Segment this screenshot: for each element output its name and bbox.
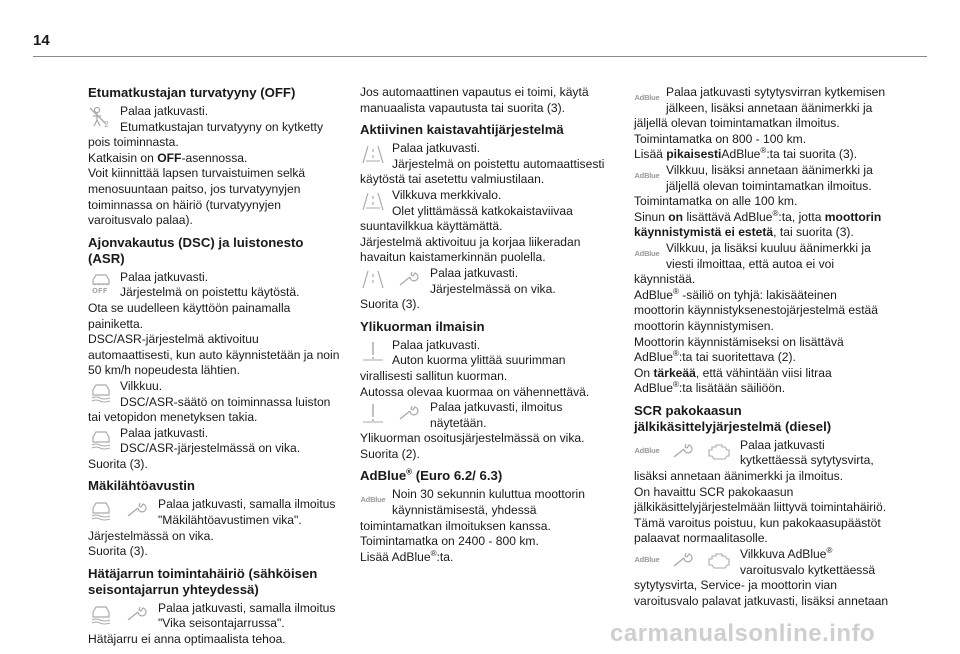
section-hill-start — [88, 478, 343, 559]
hill-start-text-1: Palaa jatkuvasti, samalla ilmoitus "Mäkilähtöavustimen vika". — [158, 497, 336, 528]
section-lane-keeping — [360, 122, 615, 313]
column-3 — [634, 85, 889, 615]
lane-keep-icon — [360, 268, 386, 290]
adblue-icon: AdBlue — [360, 495, 386, 505]
wrench-icon — [124, 603, 150, 625]
svg-text:2: 2 — [104, 120, 110, 128]
hill-start-text-3: Suorita (3). — [88, 544, 148, 559]
heading-passenger-airbag: Etumatkustajan turvatyyny (OFF) — [88, 85, 296, 100]
heading-overload: Ylikuorman ilmaisin — [360, 318, 485, 334]
section-scr — [634, 403, 889, 610]
airbag-text-1: Palaa jatkuvasti. — [120, 104, 209, 118]
wrench-icon — [396, 268, 422, 290]
overload-text-3: Autossa olevaa kuormaa on vähennettävä. — [360, 384, 590, 399]
dsc-text-1: Palaa jatkuvasti. — [120, 269, 209, 284]
scr-text-1: Palaa jatkuvasti kytkettäessä sytytysvirta, lisäksi annetaan äänimerkki ja ilmoitus. — [634, 437, 874, 484]
overload-text-4: Palaa jatkuvasti, ilmoitus näytetään. — [430, 400, 563, 430]
adblue-text-1: Noin 30 sekunnin kuluttua moottorin käynnistämisestä, yhdessä toimintamatkan ilmoituksen kanssa. — [360, 487, 585, 533]
adblue-icon: AdBlue — [634, 248, 660, 258]
section-emergency-brake — [88, 566, 343, 648]
adblue-must-add-text: Sinun on lisättävä AdBlue®:ta, jotta moottorin käynnistymistä ei estetä, tai suorita (3). — [634, 208, 882, 240]
brake-text-2: Hätäjarru ei anna optimaalista tehoa. — [88, 632, 286, 647]
adblue-text-2: Toimintamatka on 2400 - 800 km. — [360, 534, 539, 549]
adblue-range-text: Toimintamatka on 800 - 100 km. — [634, 131, 807, 146]
lane-text-1: Palaa jatkuvasti. — [392, 141, 481, 156]
section-passenger-airbag — [88, 85, 343, 229]
adblue-add-text: Lisää pikaisestiAdBlue®:ta tai suorita (3). — [634, 146, 858, 162]
heading-emergency-brake: Hätäjarrun toimintahäiriö (sähköisen seisontajarrun yhteydessä) — [88, 565, 318, 597]
adblue-icon: AdBlue — [634, 93, 660, 102]
lane-text-6: Palaa jatkuvasti. — [430, 265, 519, 280]
airbag-text-2: Etumatkustajan turvatyyny on kytketty pois toiminnasta. — [88, 119, 323, 150]
overload-text-6: Suorita (2). — [360, 446, 420, 461]
column-2 — [360, 85, 615, 571]
dsc-text-8: DSC/ASR-järjestelmässä on vika. — [120, 441, 301, 456]
dsc-text-6: DSC/ASR-säätö on toiminnassa luiston tai vetopidon menetyksen takia. — [88, 394, 331, 425]
adblue-five-litres-text: On tärkeää, että vähintään viisi litraa AdBlue®:ta lisätään säiliöön. — [634, 365, 832, 396]
adblue-empty-text: AdBlue® -säiliö on tyhjä: lakisääteinen moottorin käynnistyksenestojärjestelmä estää moottorin käynnistymisen. — [634, 286, 879, 333]
header-rule — [33, 56, 927, 57]
lane-text-2: Järjestelmä on poistettu automaattisesti käytöstä tai asetettu valmiustilaan. — [360, 156, 605, 187]
heading-dsc-asr: Ajonvakautus (DSC) ja luistonesto (ASR) — [88, 234, 304, 266]
dsc-text-4: DSC/ASR-järjestelmä aktivoituu automaattisesti, kun auto käynnistetään ja noin 50 km/h nopeudesta lähtien. — [88, 332, 340, 378]
adblue-icon: AdBlue — [634, 445, 660, 455]
dsc-text-5: Vilkkuu. — [120, 378, 163, 393]
lane-keep-icon — [360, 143, 386, 165]
overload-icon — [360, 340, 386, 362]
lane-text-7: Järjestelmässä on vika. — [430, 281, 556, 296]
adblue-icon: AdBlue — [634, 555, 660, 565]
heading-adblue: AdBlue® (Euro 6.2/ 6.3) — [360, 468, 503, 484]
wrench-icon — [124, 499, 150, 521]
dsc-text-7: Palaa jatkuvasti. — [120, 425, 209, 440]
airbag-off-icon — [88, 106, 114, 128]
section-adblue — [360, 468, 615, 565]
airbag-text-4: Voit kiinnittää lapsen turvaistuimen selkä menosuuntaan paitso, jos turvatyynyjen toiminnassa on häiriö (turvatyynyjen varoitusvalo palaa). — [88, 166, 306, 228]
watermark: carmanualsonline.info — [610, 620, 876, 647]
scr-text-4: Vilkkuva AdBlue® varoitusvalo kytkettäessä sytytysvirta, Service- ja moottorin vian varoitusvalo palavat jatkuvasti, lisäksi annetaan — [634, 546, 889, 608]
overload-icon — [360, 402, 386, 424]
adblue-no-start-text: Vilkkuu, ja lisäksi kuuluu äänimerkki ja viesti ilmoittaa, että autoa ei voi käynnistää. — [634, 240, 871, 287]
heading-hill-start: Mäkilähtöavustin — [88, 478, 195, 494]
scr-text-2: On havaittu SCR pakokaasun jälkikäsittelyjärjestelmään liittyvä toimintahäiriö. — [634, 484, 887, 515]
page-number: 14 — [33, 32, 50, 49]
lane-text-8: Suorita (3). — [360, 297, 420, 312]
lane-text-3: Vilkkuva merkkivalo. — [392, 187, 502, 202]
dsc-text-2: Järjestelmä on poistettu käytöstä. — [120, 285, 300, 300]
overload-text-1: Palaa jatkuvasti. — [392, 337, 481, 352]
dsc-off-icon — [88, 272, 114, 294]
adblue-text-3: Lisää AdBlue®:ta. — [360, 548, 454, 564]
section-dsc-asr — [88, 235, 343, 473]
airbag-text-3: Katkaisin on OFF-asennossa. — [88, 150, 248, 165]
column-1 — [88, 85, 343, 654]
engine-icon — [706, 440, 732, 462]
adblue-restart-text: Moottorin käynnistämiseksi on lisättävä AdBlue®:ta tai suoritettava (2). — [634, 334, 844, 365]
lane-text-4: Olet ylittämässä katkokaistaviivaa suuntavilkkua käyttämättä. — [360, 203, 573, 234]
brake-text-1: Palaa jatkuvasti, samalla ilmoitus "Vika seisontajarrussa". — [158, 600, 336, 631]
heading-lane-keeping: Aktiivinen kaistavahtijärjestelmä — [360, 122, 564, 138]
wrench-icon — [670, 440, 696, 462]
hill-start-icon — [88, 499, 114, 521]
overload-text-2: Auton kuorma ylittää suurimman virallisesti sallitun kuorman. — [360, 353, 566, 383]
dsc-text-9: Suorita (3). — [88, 456, 148, 471]
adblue-flash-text: Vilkkuu, lisäksi annetaan äänimerkki ja jäljellä olevan toimintamatkan ilmoitus. — [666, 162, 873, 193]
dsc-text-3: Ota se uudelleen käyttöön painamalla painiketta. — [88, 300, 291, 331]
scr-text-3: Tämä varoitus poistuu, kun pakokaasupäästöt palaavat normaalitasolle. — [634, 515, 881, 546]
overload-text-5: Ylikuorman osoitusjärjestelmässä on vika. — [360, 431, 585, 446]
brake-icon — [88, 603, 114, 625]
brake-release-text: Jos automaattinen vapautus ei toimi, käytä manuaalista vapautusta tai suorita (3). — [360, 85, 589, 115]
dsc-fault-icon — [88, 428, 114, 450]
lane-keep-icon — [360, 190, 386, 212]
airbag-block — [88, 104, 343, 229]
adblue-icon: AdBlue — [634, 170, 660, 180]
section-overload — [360, 319, 615, 463]
hill-start-text-2: Järjestelmässä on vika. — [88, 528, 214, 543]
heading-scr: SCR pakokaasun jälkikäsittelyjärjestelmä (diesel) — [634, 402, 832, 434]
lane-text-5: Järjestelmä aktivoituu ja korjaa liikeradan havaitun kaistamerkinnän puolella. — [360, 234, 581, 265]
adblue-steady-text: Palaa jatkuvasti sytytysvirran kytkemisen jälkeen, lisäksi annetaan äänimerkki ja jäljellä olevan toimintamatkan ilmoitus. — [634, 85, 886, 131]
adblue-range-low-text: Toimintamatka on alle 100 km. — [634, 194, 798, 209]
engine-icon — [706, 549, 732, 571]
dsc-icon — [88, 381, 114, 403]
wrench-icon — [670, 549, 696, 571]
svg-text:OFF: OFF — [92, 286, 108, 294]
wrench-icon — [396, 402, 422, 424]
